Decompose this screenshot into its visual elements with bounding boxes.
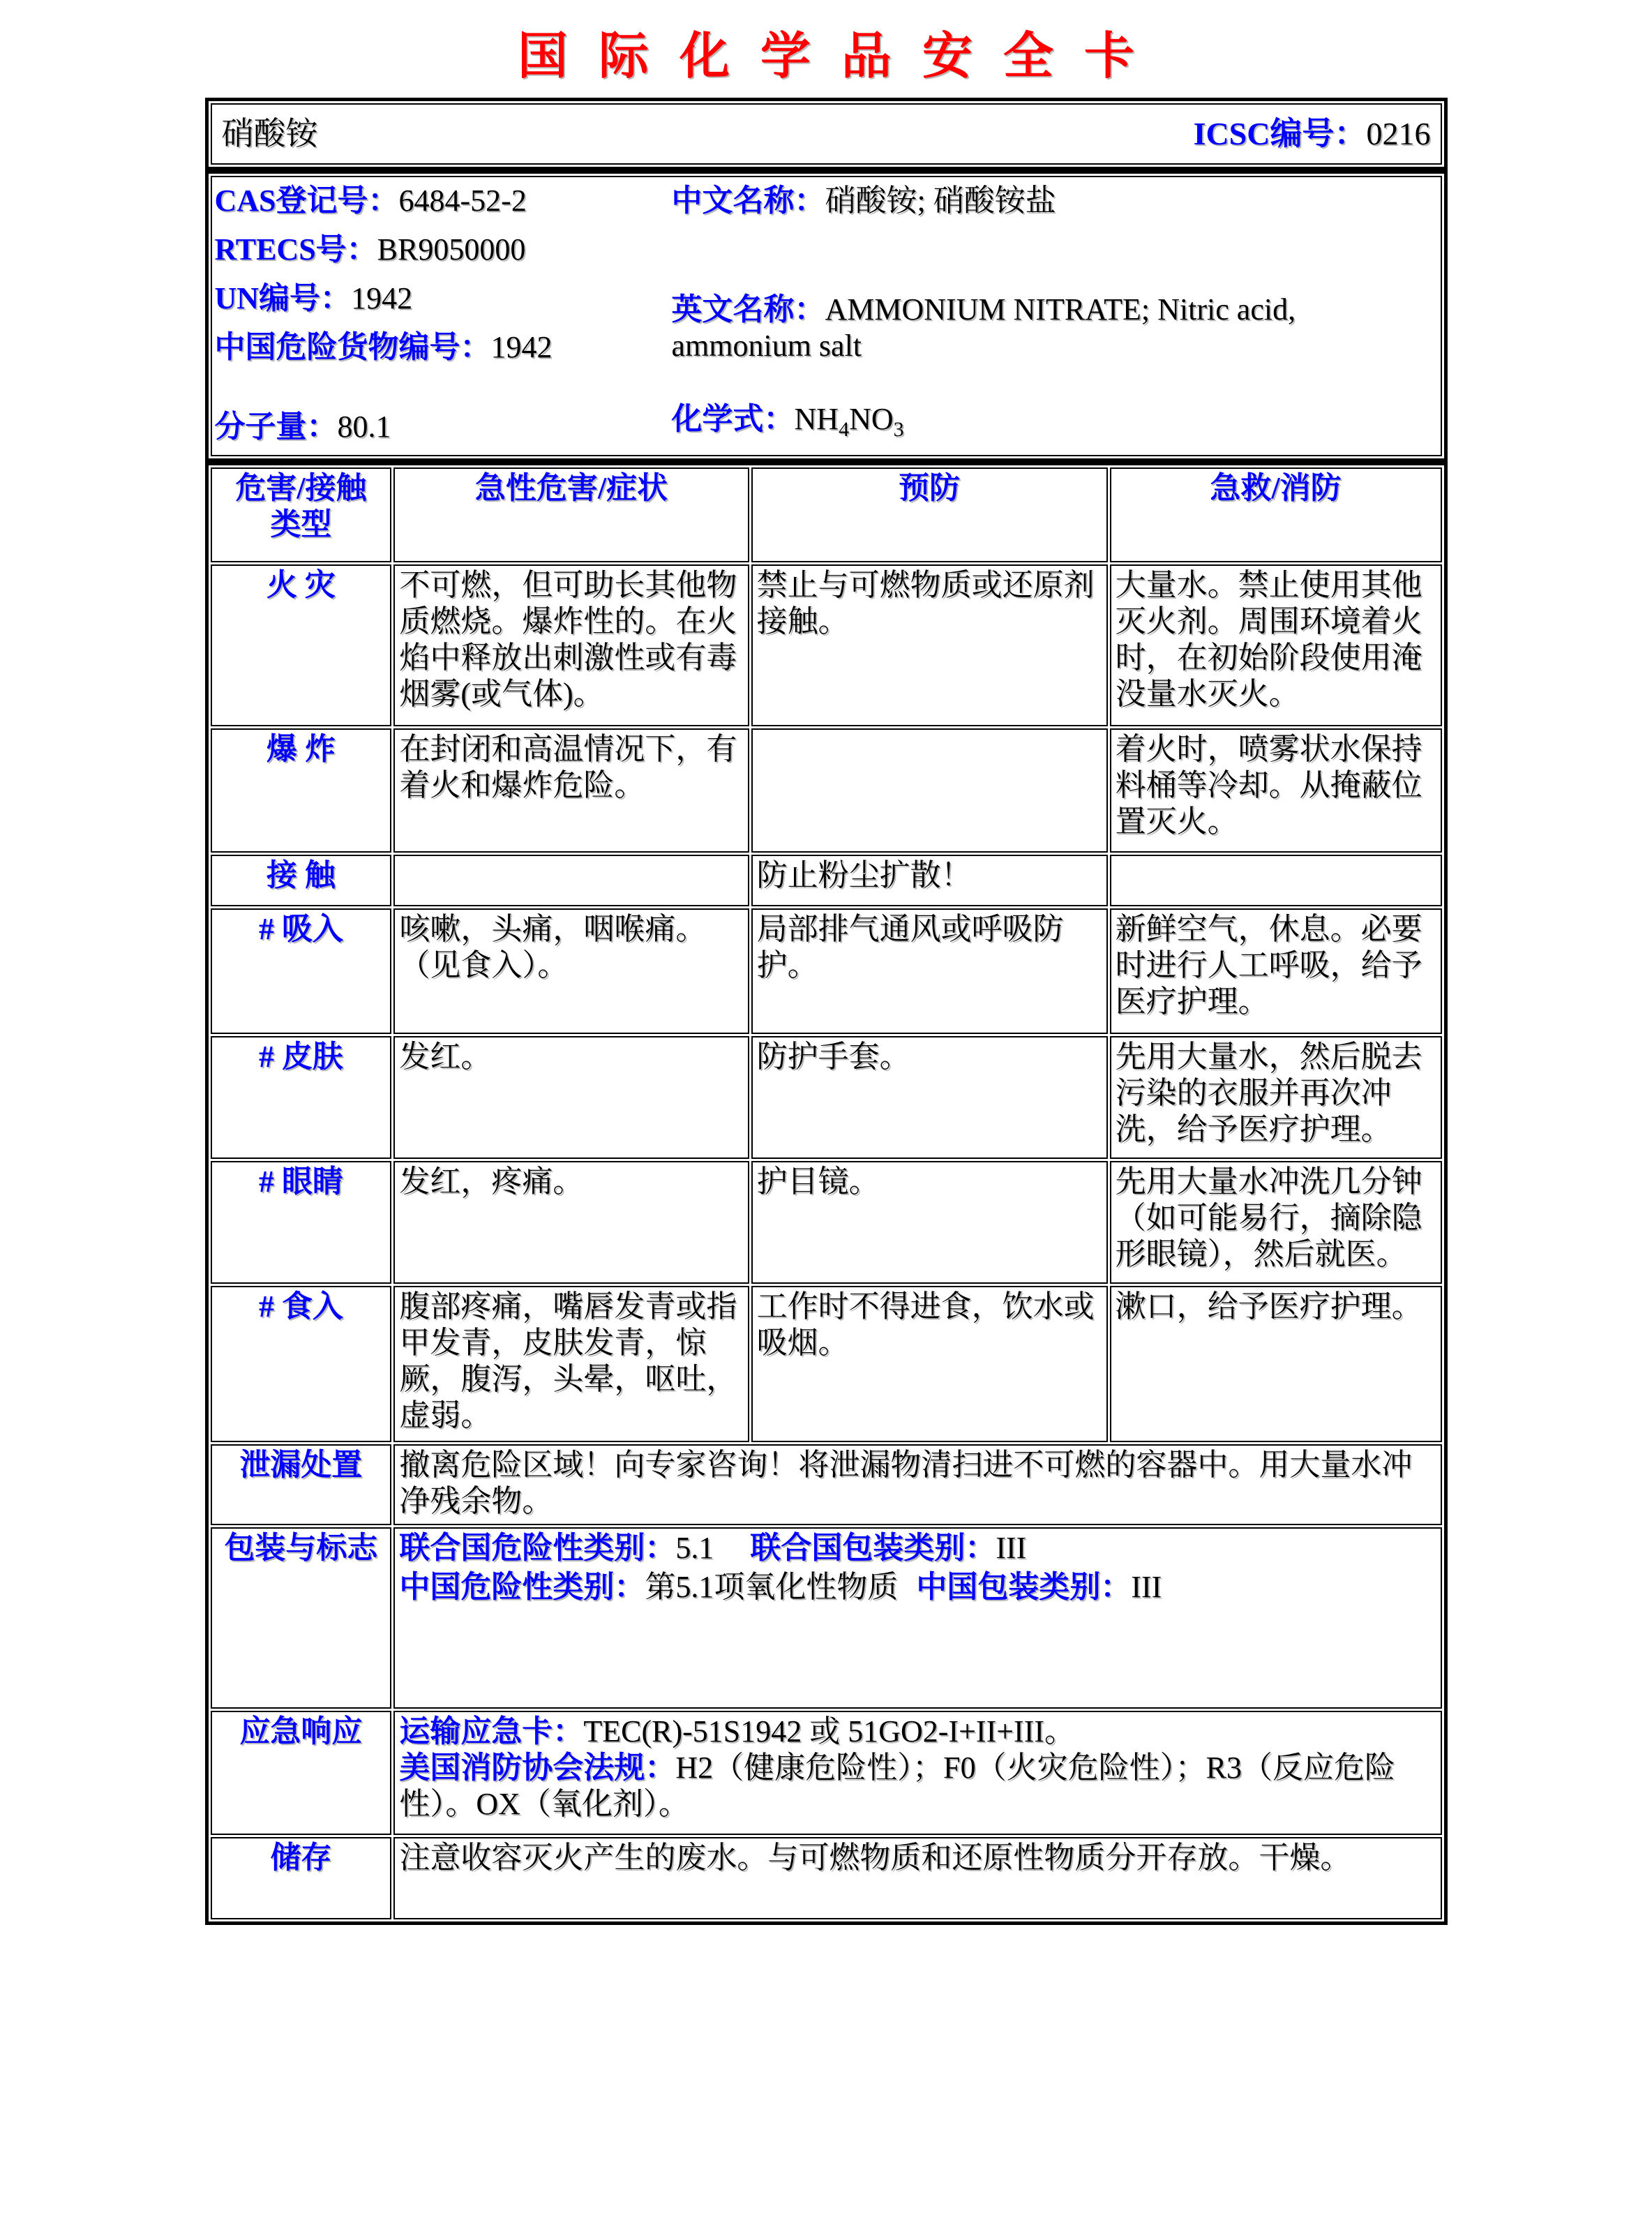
un-number [215,280,672,317]
header-acute-hazards: 急性危害/症状 [393,467,749,562]
english-name-label: 英文名称： [671,292,825,327]
un-packing-group-label: 联合国包装类别： [750,1531,996,1565]
china-packing-group-value: III [1131,1570,1162,1604]
china-packing-group-label: 中国包装类别： [916,1570,1132,1604]
row-eyes-prevention: 护目镜。 [751,1161,1108,1284]
row-exposure [211,855,1442,906]
chinese-name-label: 中文名称： [671,183,825,218]
molecular-weight [215,409,672,445]
row-ingestion-prevention: 工作时不得进食，饮水或吸烟。 [751,1286,1108,1442]
row-storage-text: 注意收容灭火产生的废水。与可燃物质和还原性物质分开存放。干燥。 [393,1837,1441,1919]
row-storage-label: 储存 [211,1837,392,1919]
substance-name: 硝酸铵 [221,116,318,151]
row-packaging-content [393,1527,1441,1709]
substance-header-row [212,105,1441,163]
row-explosion-response: 着火时，喷雾状水保持料桶等冷却。从掩蔽位置灭火。 [1110,728,1442,853]
row-explosion-symptoms: 在封闭和高温情况下，有着火和爆炸危险。 [393,728,749,853]
china-classification-line [399,1569,1436,1605]
row-packaging-label: 包装与标志 [211,1527,392,1709]
un-packing-group-value: III [996,1531,1027,1565]
row-emergency-response [211,1711,1442,1835]
row-inhalation-prevention: 局部排气通风或呼吸防护。 [751,908,1108,1034]
row-spill-label: 泄漏处置 [211,1444,392,1525]
un-hazard-class-label: 联合国危险性类别： [399,1531,676,1565]
row-spill-disposal [211,1444,1442,1525]
row-packaging-labelling [211,1527,1442,1709]
row-ingestion-response: 漱口，给予医疗护理。 [1110,1286,1442,1442]
hazard-table [205,462,1448,1925]
row-emergency-label: 应急响应 [211,1711,392,1835]
china-dg-number-label: 中国危险货物编号： [214,330,491,364]
row-fire-label: 火 灾 [211,564,392,726]
row-fire [211,564,1442,726]
cas-number-label: CAS登记号： [214,183,399,218]
header-hazard-type: 危害/接触 类型 [211,467,392,562]
chinese-name-value: 硝酸铵; 硝酸铵盐 [825,183,1056,218]
row-skin-label: # 皮肤 [211,1036,392,1159]
row-storage [211,1837,1442,1919]
nfpa-code-label: 美国消防协会法规： [399,1751,676,1785]
cas-number-value: 6484-52-2 [398,183,527,218]
rtecs-number-value: BR9050000 [377,232,526,267]
row-emergency-content [393,1711,1441,1835]
row-inhalation-response: 新鲜空气，休息。必要时进行人工呼吸，给予医疗护理。 [1110,908,1442,1034]
rtecs-number [215,232,672,268]
english-name [672,292,1438,364]
rtecs-number-label: RTECS号： [214,232,377,267]
page-title: 国际化学品安全卡 [517,29,1165,84]
icsc-number-label: ICSC编号： [1193,116,1367,151]
row-ingestion-label: # 食入 [211,1286,392,1442]
row-skin-prevention: 防护手套。 [751,1036,1108,1159]
identification-table [205,170,1448,462]
china-hazard-class-value: 第5.1项氧化性物质 [645,1570,899,1604]
un-number-value: 1942 [351,281,413,315]
row-exposure-symptoms [393,855,749,906]
china-hazard-class-label: 中国危险性类别： [399,1570,645,1604]
molecular-weight-value: 80.1 [337,410,391,444]
identification-right-column [672,183,1438,449]
china-dg-number-value: 1942 [490,330,553,364]
row-inhalation-symptoms: 咳嗽，头痛，咽喉痛。（见食入）。 [393,908,749,1034]
english-name-value: AMMONIUM NITRATE; Nitric acid, ammonium salt [671,292,1296,363]
row-exposure-prevention: 防止粉尘扩散！ [751,855,1108,906]
chinese-name [672,183,1438,219]
row-skin-response: 先用大量水，然后脱去污染的衣服并再次冲洗，给予医疗护理。 [1110,1036,1442,1159]
identification-section [212,177,1441,455]
chemical-formula-value: $NH_4NO_3$ [794,402,904,441]
row-ingestion-symptoms: 腹部疼痛，嘴唇发青或指甲发青，皮肤发青，惊厥，腹泻，头晕，呕吐，虚弱。 [393,1286,749,1442]
identification-left-column [215,183,672,449]
row-skin [211,1036,1442,1159]
cas-number [215,183,672,219]
nfpa-code-line [399,1750,1436,1822]
icsc-number [1194,116,1431,152]
row-eyes-response: 先用大量水冲洗几分钟（如可能易行，摘除隐形眼镜），然后就医。 [1110,1161,1442,1284]
un-number-label: UN编号： [214,281,352,315]
icsc-number-value: 0216 [1366,116,1431,151]
row-fire-response: 大量水。禁止使用其他灭火剂。周围环境着火时，在初始阶段使用淹没量水灭火。 [1110,564,1442,726]
row-eyes [211,1161,1442,1284]
row-ingestion [211,1286,1442,1442]
row-fire-prevention: 禁止与可燃物质或还原剂接触。 [751,564,1108,726]
chemical-formula-label: 化学式： [671,402,795,437]
row-inhalation-label: # 吸入 [211,908,392,1034]
header-firstaid-firefighting: 急救/消防 [1110,467,1442,562]
row-inhalation [211,908,1442,1034]
transport-emergency-card-value: TEC(R)-51S1942 或 51GO2-I+II+III。 [583,1714,1075,1748]
molecular-weight-label: 分子量： [214,410,338,444]
un-hazard-class-value: 5.1 [675,1531,714,1565]
row-eyes-label: # 眼睛 [211,1161,392,1284]
header-prevention: 预防 [751,467,1108,562]
row-eyes-symptoms: 发红，疼痛。 [393,1161,749,1284]
row-explosion-prevention [751,728,1108,853]
un-classification-line [399,1530,1436,1566]
row-explosion [211,728,1442,853]
row-exposure-label: 接 触 [211,855,392,906]
row-spill-text: 撤离危险区域！向专家咨询！将泄漏物清扫进不可燃的容器中。用大量水冲净残余物。 [393,1444,1441,1525]
row-explosion-label: 爆 炸 [211,728,392,853]
nfpa-code-value: H2（健康危险性）；F0（火灾危险性）；R3（反应危险性）。OX（氧化剂）。 [399,1751,1395,1821]
transport-emergency-card-line [399,1714,1436,1750]
transport-emergency-card-label: 运输应急卡： [399,1714,584,1748]
row-skin-symptoms: 发红。 [393,1036,749,1159]
chemical-formula [672,401,1438,448]
hazard-header-row [211,467,1442,562]
substance-header-table [205,98,1448,170]
china-dg-number [215,329,672,366]
row-fire-symptoms: 不可燃，但可助长其他物质燃烧。爆炸性的。在火焰中释放出刺激性或有毒烟雾(或气体)。 [393,564,749,726]
row-exposure-response [1110,855,1442,906]
